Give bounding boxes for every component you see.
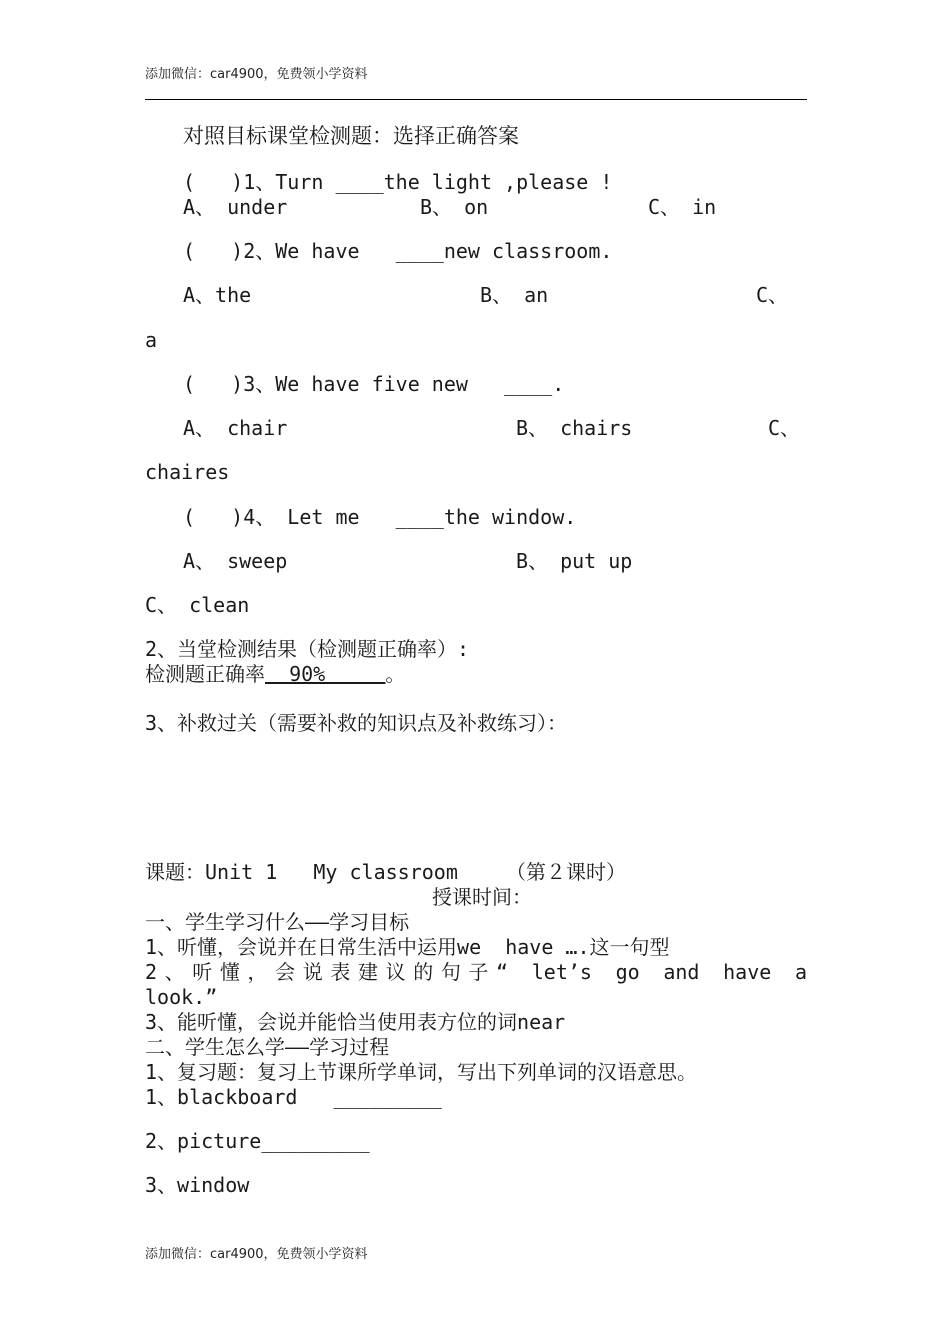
goal-1: 1、听懂，会说并在日常生活中运用we have ….这一句型 [145,935,670,959]
result-line [145,664,405,684]
question-4-option-a: A、 sweep [183,549,288,573]
question-4-option-c: C、 clean [145,593,250,617]
result-end: 。 [385,662,406,686]
lesson-title: 课题：Unit 1 My classroom （第２课时） [145,860,627,884]
question-2-option-c: C、 [756,283,789,307]
review-word-2: 2、picture_________ [145,1129,370,1153]
result-label: 检测题正确率 [145,662,265,686]
question-1-option-a: A、 under [183,195,288,219]
question-3-option-a: A、 chair [183,416,288,440]
header-rule [145,99,807,100]
goal-2-continued: look.” [145,985,218,1009]
question-3-stem: ( )3、We have five new ____. [183,372,565,396]
remedy-heading: 3、补救过关（需要补救的知识点及补救练习）： [145,711,568,735]
page-footer: 添加微信：car4900，免费领小学资料 [145,1247,368,1262]
question-1-stem: ( )1、Turn ____the light ,please ! [183,170,613,194]
question-1-option-c: C、 in [648,195,717,219]
review-instruction: 1、复习题：复习上节课所学单词，写出下列单词的汉语意思。 [145,1060,698,1084]
lesson-time: 授课时间： [432,885,532,909]
question-1-option-b: B、 on [420,195,489,219]
question-4-stem: ( )4、 Let me ____the window. [183,505,577,529]
question-3-option-c-value: chaires [145,460,230,484]
section-title: 对照目标课堂检测题：选择正确答案 [183,124,519,148]
question-2-option-b: B、 an [480,283,549,307]
question-2-stem: ( )2、We have ____new classroom. [183,239,613,263]
result-heading: 2、当堂检测结果（检测题正确率）: [145,637,470,661]
review-word-1: 1、blackboard _________ [145,1085,442,1109]
question-3-option-c: C、 [768,416,801,440]
goal-3: 3、能听懂，会说并能恰当使用表方位的词near [145,1010,566,1034]
question-3-option-b: B、 chairs [516,416,633,440]
goal-2: 2、听懂，会说表建议的句子“ let’s go and have a [145,960,807,984]
review-word-3: 3、window [145,1173,250,1197]
page-header: 添加微信：car4900，免费领小学资料 [145,67,368,82]
question-2-option-c-value: a [145,328,158,352]
accuracy-value: 90% [265,662,386,686]
part-2-heading: 二、学生怎么学——学习过程 [145,1035,390,1059]
part-1-heading: 一、学生学习什么——学习目标 [145,910,410,934]
question-4-option-b: B、 put up [516,549,633,573]
question-2-option-a: A、the [183,283,252,307]
